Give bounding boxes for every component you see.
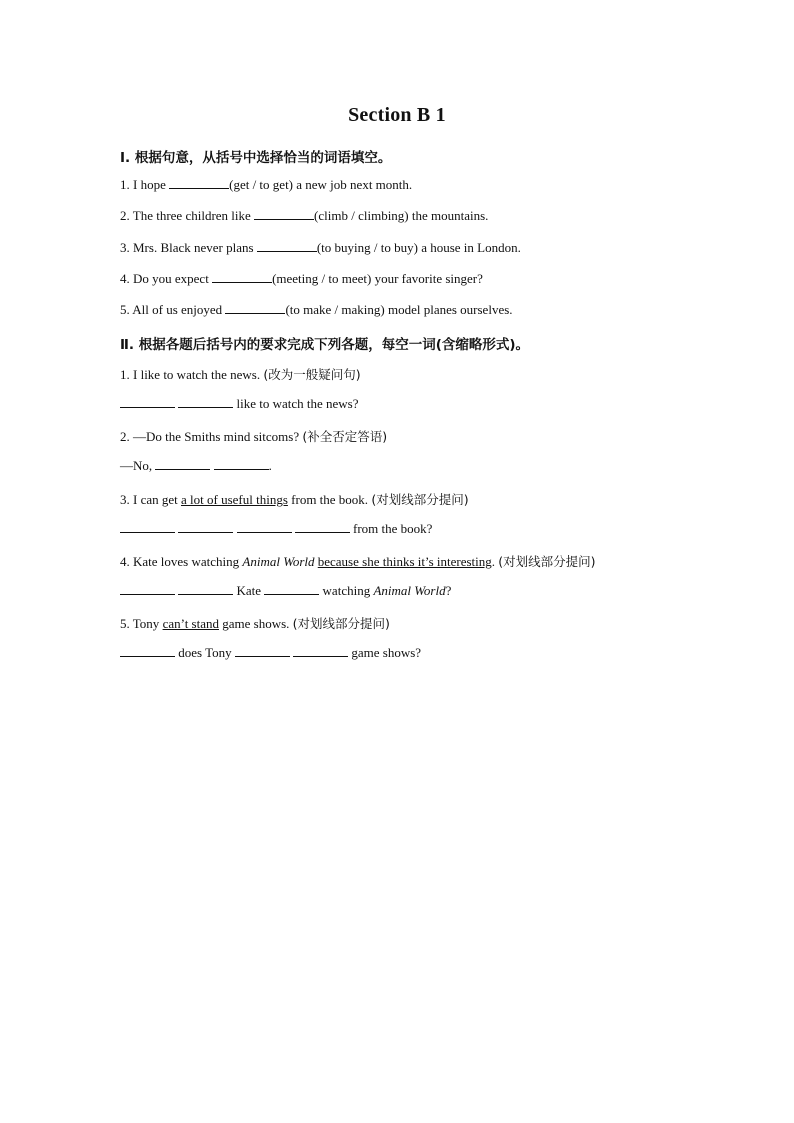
answer-head: —No, xyxy=(120,458,153,473)
part1-heading: Ⅰ. 根据句意，从括号中选择恰当的词语填空。 xyxy=(120,150,392,166)
part2-answer-2 xyxy=(120,458,272,474)
part2-question-3 xyxy=(120,490,469,508)
answer-mid-1: does Tony xyxy=(178,645,232,660)
question-requirement: (对划线部分提问) xyxy=(371,492,469,507)
question-requirement: (对划线部分提问) xyxy=(498,554,596,569)
answer-blank[interactable] xyxy=(214,458,269,470)
question-text: 4. Kate loves watching xyxy=(120,554,240,569)
page-title: Section B 1 xyxy=(348,104,446,126)
question-requirement: (补全否定答语) xyxy=(302,429,388,444)
answer-blank[interactable] xyxy=(155,458,210,470)
item-rest: (to buying / to buy) a house in London. xyxy=(316,240,521,255)
question-text: 5. Tony xyxy=(120,616,160,631)
item-rest: (climb / climbing) the mountains. xyxy=(314,208,489,223)
underlined-phrase: a lot of useful things xyxy=(181,492,288,507)
answer-blank[interactable] xyxy=(235,645,290,657)
part2-heading: Ⅱ. 根据各题后括号内的要求完成下列各题，每空一词(含缩略形式)。 xyxy=(120,337,530,353)
part2-question-5 xyxy=(120,614,390,632)
part1-item-1 xyxy=(120,177,412,193)
answer-blank[interactable] xyxy=(293,645,348,657)
answer-blank[interactable] xyxy=(120,645,175,657)
part2-answer-1 xyxy=(120,396,359,412)
answer-mid-1: Kate xyxy=(236,583,262,598)
part2-answer-4 xyxy=(120,583,451,599)
underlined-phrase: because she thinks it’s interesting xyxy=(317,554,492,569)
item-prefix: 2. The three children like xyxy=(120,208,251,223)
part1-item-4 xyxy=(120,271,483,287)
item-prefix: 1. I hope xyxy=(120,177,166,192)
part2-question-2 xyxy=(120,427,387,445)
underlined-phrase: can’t stand xyxy=(162,616,219,631)
part1-item-3 xyxy=(120,240,521,256)
answer-tail: like to watch the news? xyxy=(236,396,359,411)
item-rest: (get / to get) a new job next month. xyxy=(229,177,413,192)
answer-mid-2: watching xyxy=(322,583,371,598)
answer-blank[interactable] xyxy=(178,396,233,408)
answer-blank[interactable] xyxy=(169,177,229,189)
part1-item-2 xyxy=(120,208,488,224)
answer-blank[interactable] xyxy=(178,521,233,533)
question-text: 2. —Do the Smiths mind sitcoms? xyxy=(120,429,300,444)
question-requirement: (改为一般疑问句) xyxy=(263,367,361,382)
part2-question-4 xyxy=(120,552,596,570)
part2-answer-3 xyxy=(120,521,432,537)
question-text-end: from the book. xyxy=(291,492,369,507)
answer-blank[interactable] xyxy=(212,271,272,283)
question-text: 3. I can get xyxy=(120,492,178,507)
question-text: 1. I like to watch the news. xyxy=(120,367,261,382)
answer-blank[interactable] xyxy=(237,521,292,533)
answer-tail: from the book? xyxy=(353,521,433,536)
answer-blank[interactable] xyxy=(257,240,317,252)
item-prefix: 4. Do you expect xyxy=(120,271,209,286)
answer-blank[interactable] xyxy=(254,208,314,220)
part2-answer-5 xyxy=(120,645,421,661)
answer-blank[interactable] xyxy=(120,396,175,408)
question-text-end: game shows. xyxy=(222,616,290,631)
item-rest: (to make / making) model planes ourselves. xyxy=(285,302,513,317)
answer-blank[interactable] xyxy=(120,521,175,533)
answer-tail: game shows? xyxy=(351,645,422,660)
answer-blank[interactable] xyxy=(178,583,233,595)
item-prefix: 5. All of us enjoyed xyxy=(120,302,223,317)
part1-item-5 xyxy=(120,302,513,318)
item-prefix: 3. Mrs. Black never plans xyxy=(120,240,254,255)
question-text-end: . xyxy=(491,554,496,569)
answer-blank[interactable] xyxy=(295,521,350,533)
part2-question-1 xyxy=(120,365,361,383)
answer-tail: ? xyxy=(445,583,452,598)
italic-title: Animal World xyxy=(242,554,315,569)
italic-title: Animal World xyxy=(373,583,446,598)
answer-blank[interactable] xyxy=(120,583,175,595)
question-requirement: (对划线部分提问) xyxy=(292,616,390,631)
answer-blank[interactable] xyxy=(264,583,319,595)
answer-blank[interactable] xyxy=(225,302,285,314)
answer-tail: . xyxy=(268,458,272,473)
item-rest: (meeting / to meet) your favorite singer? xyxy=(272,271,483,286)
